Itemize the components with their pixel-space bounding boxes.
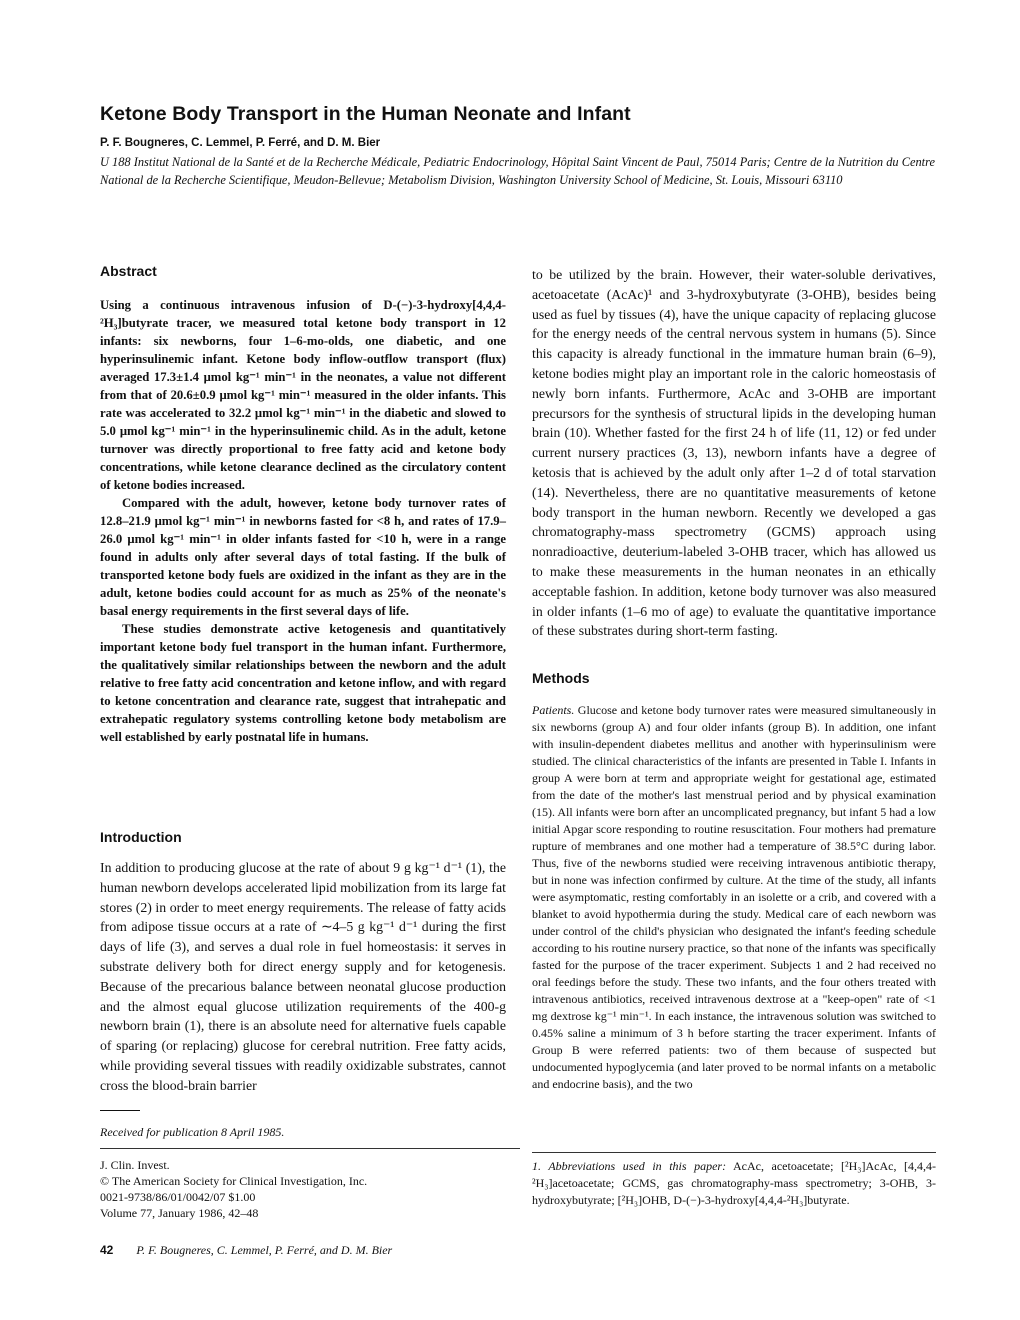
abstract-heading: Abstract [100, 263, 157, 279]
volume-line: Volume 77, January 1986, 42–48 [100, 1206, 259, 1220]
methods-body [532, 702, 936, 1093]
author-list: P. F. Bougneres, C. Lemmel, P. Ferré, and D. M. Bier [100, 137, 381, 149]
footnote-divider [532, 1152, 936, 1153]
issn-line: 0021-9738/86/01/0042/07 $1.00 [100, 1190, 256, 1204]
abstract-paragraph-3: These studies demonstrate active ketogenesis and quantitatively important ketone body fuel transport in the human infant. Furthermore, the qualitatively similar relationships between the newborn and the adult relative to free fatty acid concentration and ketone inflow, and with regard to ketone concentration and clearance rate, suggest that intrahepatic and extrahepatic regulatory systems controlling ketone body metabolism are well established by early postnatal life in humans. [100, 622, 506, 744]
abstract-body [100, 296, 506, 746]
received-divider [100, 1110, 140, 1111]
abstract-paragraph-1: Using a continuous intravenous infusion of D-(−)-3-hydroxy[4,4,4-²H₃]butyrate tracer, we measured total ketone body transport in 12 infants: six newborns, four 1–6-mo-olds, one diabetic, and one hyperinsulinemic infant. Ketone body inflow-outflow transport (flux) averaged 17.3±1.4 μmol kg⁻¹ min⁻¹ in the neonates, a value not different from that of 20.6±0.9 μmol kg⁻¹ min⁻¹ measured in the older infants. This rate was accelerated to 32.2 μmol kg⁻¹ min⁻¹ in the diabetic and slowed to 5.0 μmol kg⁻¹ min⁻¹ in the hyperinsulinemic child. As in the adult, ketone turnover was directly proportional to free fatty acid and ketone body concentrations, while ketone clearance declined as the circulatory content of ketone bodies increased. [100, 298, 506, 492]
article-title: Ketone Body Transport in the Human Neonate and Infant [100, 103, 631, 125]
introduction-paragraph: In addition to producing glucose at the rate of about 9 g kg⁻¹ d⁻¹ (1), the human newborn develops accelerated lipid mobilization from its large fat stores (2) in order to meet energy requirements. The release of fatty acids from adipose tissue occurs at a rate of ∼4–5 g kg⁻¹ d⁻¹ during the first days of life (3), and serves a dual role in fuel homeostasis: it serves in substrate delivery both for direct energy supply and for ketogenesis. Because of the precarious balance between neonatal glucose production and the almost equal glucose utilization requirements of the 400-g newborn brain (1), there is an absolute need for alternative fuels capable of sparing (or replacing) glucose for cerebral nutrition. Free fatty acids, while providing several tissues with readily oxidizable substrates, cannot cross the blood-brain barrier [100, 860, 506, 1093]
methods-heading: Methods [532, 670, 590, 686]
footnote-lead: 1. Abbreviations used in this paper: [532, 1159, 727, 1173]
introduction-continued-paragraph: to be utilized by the brain. However, their water-soluble derivatives, acetoacetate (AcAc)¹ and 3-hydroxybutyrate (3-OHB), besides being used as fuel by tissues (4), have the unique capacity of replacing glucose for the energy needs of the central nervous system in humans (5). Since this capacity is already functional in the immature human brain (6–9), ketone bodies might play an important role in the caloric homeostasis of newly born infants. Furthermore, AcAc and 3-OHB are important precursors for the synthesis of structural lipids in the developing human brain (10). Whether fasted for the first 24 h of life (11, 12) or fed under current nursery practices (3, 13), newborn infants have a degree of ketosis that is achieved by the adult only after 1–2 d of total starvation (14). Nevertheless, there are no quantitative measurements of ketone body transport in the human newborn. Recently we developed a gas chromatography-mass spectrometry (GCMS) approach using nonradioactive, deuterium-labeled 3-OHB tracer, which has allowed us to make these measurements in the human neonates in an ethically acceptable fashion. In addition, ketone body turnover was also measured in older infants (1–6 mo of age) to evaluate the quantitative importance of these substrates during short-term fasting. [532, 267, 936, 639]
journal-info [100, 1148, 520, 1221]
footnote [532, 1158, 936, 1209]
running-authors: P. F. Bougneres, C. Lemmel, P. Ferré, and D. M. Bier [136, 1243, 393, 1257]
methods-lead: Patients. [532, 703, 575, 717]
abstract-paragraph-2: Compared with the adult, however, ketone body turnover rates of 12.8–21.9 μmol kg⁻¹ min⁻¹ in newborns fasted for <8 h, and rates of 17.9–26.0 μmol kg⁻¹ min⁻¹ in older infants fasted for <10 h, were in a range found in adults only after several days of total fasting. If the bulk of transported ketone body fuels are oxidized in the infant as they are in the adult, ketone bodies could account for as much as 25% of the neonate's basal energy requirements in the first several days of life. [100, 496, 506, 618]
copyright-line: © The American Society for Clinical Investigation, Inc. [100, 1174, 368, 1188]
methods-paragraph [532, 702, 936, 1093]
introduction-continued [532, 265, 936, 641]
page-number: 42 [100, 1243, 114, 1257]
methods-text: Glucose and ketone body turnover rates were measured simultaneously in six newborns (group A) and four older infants (group B). In addition, one infant with insulin-dependent diabetes mellitus and another with hyperinsulinism were studied. The clinical characteristics of the infants are presented in Table I. Infants in group A were born at term and appropriate weight for gestational age, estimated from the date of the mother's last menstrual period and by physical examination (15). All infants were born after an uncomplicated pregnancy, but infant 5 had a low initial Apgar score responding to routine resuscitation. Four mothers had premature rupture of membranes and one mother had a temperature of 38.5°C during labor. Thus, five of the newborns studied were receiving intravenous antibiotic therapy, but in none was infection confirmed by culture. At the time of the study, all infants were asymptomatic, resting comfortably in an isolette or a crib, and covered with a blanket to avoid hypothermia during the study. Medical care of each newborn was under control of the child's physician who designated the infant's feeding schedule according to his routine nursery practice, so that none of the infants was specifically fasted for the purpose of the tracer experiment. Subjects 1 and 2 had received no oral feedings before the study. These two infants, and the four others treated with intravenous antibiotics, received intravenous dextrose at a "keep-open" rate of <1 mg dextrose kg⁻¹ min⁻¹. In each instance, the intravenous solution was switched to 0.45% saline a minimum of 3 h before starting the tracer experiment. Infants of Group B were referred patients: two of them because of suspected but undocumented hypoglycemia (and later proved to be normal infants on a metabolic and endocrine basis), and the two [532, 703, 936, 1091]
footnote-text: AcAc, acetoacetate; [²H₃]AcAc, [4,4,4-²H₃]acetoacetate; GCMS, gas chromatography-mass spectrometry; 3-OHB, 3-hydroxybutyrate; [²H₃]OHB, D-(−)-3-hydroxy[4,4,4-²H₃]butyrate. [532, 1159, 936, 1207]
journal-name: J. Clin. Invest. [100, 1158, 170, 1172]
introduction-body [100, 858, 506, 1096]
author-affiliation: U 188 Institut National de la Santé et de la Recherche Médicale, Pediatric Endocrinology, Hôpital Saint Vincent de Paul, 75014 Paris; Centre de la Nutrition du Centre National de la Recherche Scientifique, Meudon-Bellevue; Metabolism Division, Washington University School of Medicine, St. Louis, Missouri 63110 [100, 155, 935, 187]
page-footer [100, 1243, 392, 1258]
received-date: Received for publication 8 April 1985. [100, 1125, 285, 1139]
introduction-heading: Introduction [100, 829, 182, 845]
